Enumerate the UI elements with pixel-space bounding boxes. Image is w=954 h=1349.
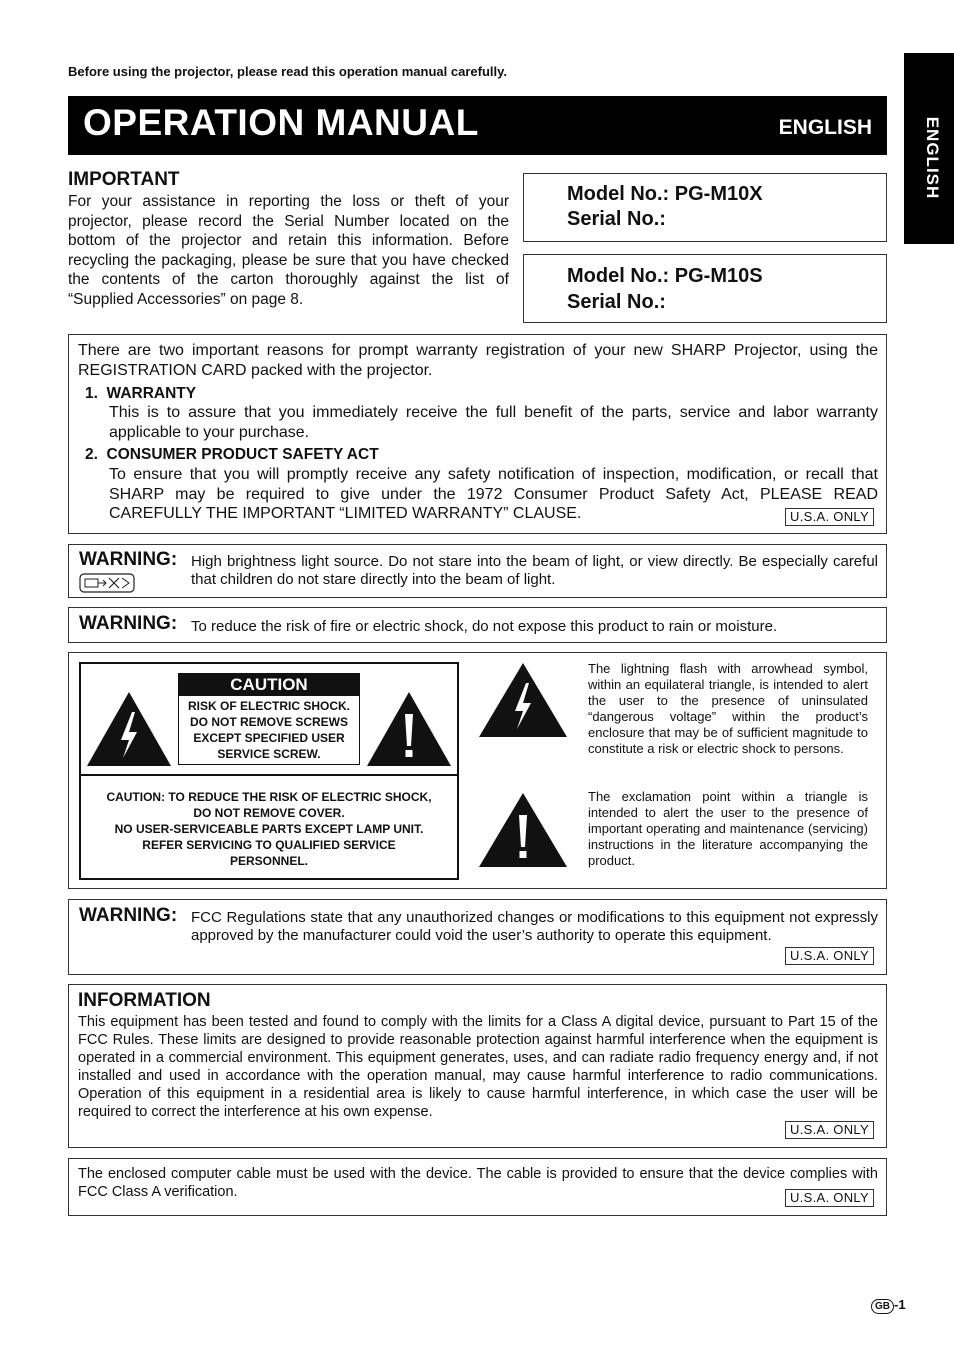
model-box-pg-m10s (523, 254, 887, 323)
side-tab-label: ENGLISH (923, 116, 942, 200)
caution-heading: CAUTION (179, 674, 359, 696)
warranty-box (68, 334, 887, 534)
warranty-intro: There are two important reasons for prompt warranty registration of your new SHARP Projector, using the REGISTRATION CARD packed with the projector. (78, 342, 878, 379)
lightning-warning-icon (85, 690, 173, 768)
safety-act-body: To ensure that you will promptly receive any safety notification of inspection, modification, or recall that SHARP may be required to give under the 1972 Consumer Product Safety Act, PLEASE READ CAREFULLY THE IMPORTANT “LIMITED WARRANTY” CLAUSE. (109, 466, 878, 522)
safety-act-title: 2. CONSUMER PRODUCT SAFETY ACT (85, 446, 379, 463)
warning-moisture-box (68, 607, 887, 643)
warning-text: To reduce the risk of fire or electric shock, do not expose this product to rain or moisture. (191, 618, 778, 635)
caution-bottom-line: PERSONNEL. (229, 854, 308, 868)
language-label: ENGLISH (778, 116, 872, 139)
caution-center (178, 673, 360, 765)
warning-light-box (68, 544, 887, 598)
caution-line: EXCEPT SPECIFIED USER (193, 731, 345, 745)
caution-line: RISK OF ELECTRIC SHOCK. (187, 699, 350, 713)
region-badge: U.S.A. ONLY (785, 1189, 874, 1207)
caution-line: SERVICE SCREW. (217, 747, 321, 761)
caution-divider (81, 774, 457, 776)
model-number: Model No.: PG-M10S (567, 265, 763, 287)
warning-text: High brightness light source. Do not stare into the beam of light, or view directly. Be especially careful that children do not stare directly into the beam of light. (191, 553, 878, 588)
exclamation-symbol-text: The exclamation point within a triangle is intended to alert the user to the presence of important operating and maintenance (servicing) instructions in the literature accompanying the product. (588, 789, 868, 868)
model-box-pg-m10x (523, 173, 887, 242)
caution-section (68, 652, 887, 889)
page-title: OPERATION MANUAL (83, 102, 479, 143)
read-manual-notice: Before using the projector, please read this operation manual carefully. (68, 64, 507, 79)
caution-bottom-line: NO USER-SERVICEABLE PARTS EXCEPT LAMP UNIT. (114, 822, 424, 836)
region-badge: U.S.A. ONLY (785, 947, 874, 965)
important-heading: IMPORTANT (68, 169, 180, 190)
warning-label: WARNING: (79, 613, 178, 634)
serial-number: Serial No.: (567, 208, 666, 230)
caution-bottom-line: DO NOT REMOVE COVER. (193, 806, 345, 820)
cable-notice-text: The enclosed computer cable must be used with the device. The cable is provided to ensure that the device complies with FCC Class A verification. (78, 1166, 878, 1200)
lightning-symbol-icon (477, 661, 569, 739)
lightning-symbol-text: The lightning flash with arrowhead symbol, within an equilateral triangle, is intended to alert the user to the presence of uninsulated “dangerous voltage” within the product’s enclosure that may be of sufficient magnitude to constitute a risk or electric shock to persons. (588, 661, 868, 756)
caution-bottom-line: CAUTION: TO REDUCE THE RISK OF ELECTRIC SHOCK, (106, 790, 432, 804)
serial-number: Serial No.: (567, 291, 666, 313)
warning-fcc-box (68, 899, 887, 975)
caution-bottom-line: REFER SERVICING TO QUALIFIED SERVICE (142, 838, 396, 852)
page-number-text: -1 (894, 1297, 906, 1312)
no-stare-icon (79, 573, 135, 593)
warranty-item-body: This is to assure that you immediately receive the full benefit of the parts, service and labor warranty applicable to your purchase. (109, 404, 878, 441)
caution-line: DO NOT REMOVE SCREWS (189, 715, 348, 729)
cable-notice-box (68, 1158, 887, 1216)
information-body: This equipment has been tested and found to comply with the limits for a Class A digital device, pursuant to Part 15 of the FCC Rules. These limits are designed to provide reasonable protection against harmful interference when the equipment is operated in a commercial environment. This equipment generates, uses, and can radiate radio frequency energy and, if not installed and used in accordance with the operation manual, may cause harmful interference to radio communications. Operation of this equipment in a residential area is likely to cause harmful interference, in which case the user will be required to correct the interference at his own expense. (78, 1014, 878, 1120)
information-box (68, 984, 887, 1148)
warranty-item-title: 1. WARRANTY (85, 385, 197, 402)
caution-label-panel (79, 662, 459, 880)
warning-label: WARNING: (79, 549, 178, 570)
page-number (871, 1297, 906, 1314)
important-body: For your assistance in reporting the loss or theft of your projector, please record the Serial Number located on the bottom of the projector and retain this information. Before recycling the packaging, please be sure that you have checked the contents of the carton thoroughly against the list of “Supplied Accessories” on page 8. (68, 193, 509, 308)
exclamation-symbol-icon (477, 791, 569, 869)
exclamation-warning-icon (365, 690, 453, 768)
model-number: Model No.: PG-M10X (567, 183, 763, 205)
title-bar (68, 96, 887, 155)
information-heading: INFORMATION (78, 990, 211, 1011)
language-side-tab (904, 53, 954, 244)
gb-badge: GB (871, 1299, 894, 1314)
region-badge: U.S.A. ONLY (785, 508, 874, 526)
warning-label: WARNING: (79, 905, 178, 926)
warning-text: FCC Regulations state that any unauthorized changes or modifications to this equipment not expressly approved by the manufacturer could void the user’s authority to operate this equipment. (191, 909, 878, 944)
region-badge: U.S.A. ONLY (785, 1121, 874, 1139)
